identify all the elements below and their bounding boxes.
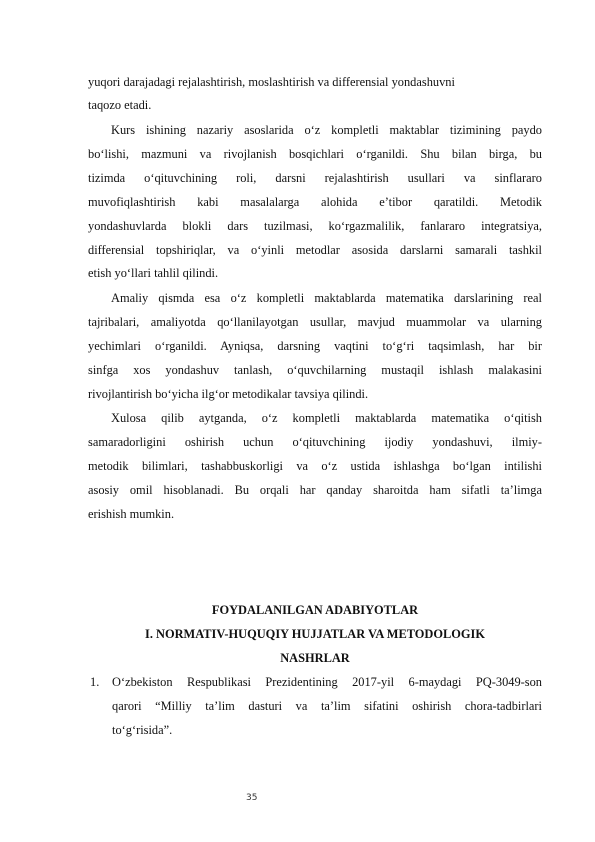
body-line: bo‘lishi, mazmuni va rivojlanish bosqichlari o‘rganildi. Shu bilan birga, bu — [88, 147, 542, 161]
body-line: sinfga xos yondashuv tanlash, o‘quvchilarning mustaqil ishlash malakasini — [88, 363, 542, 377]
body-line: yondashuvlarda blokli dars tuzilmasi, ko‘rgazmalilik, fanlararo integratsiya, — [88, 219, 542, 233]
body-line: differensial topshiriqlar, va o‘yinli metodlar asosida darslarni samarali tashkil — [88, 243, 542, 257]
body-line: tajribalari, amaliyotda qo‘llanilayotgan usullar, mavjud muammolar va ularning — [88, 315, 542, 329]
body-line: rivojlantirish bo‘yicha ilg‘or metodikalar tavsiya qilindi. — [88, 387, 369, 401]
reference-line: to‘g‘risida”. — [112, 723, 173, 737]
page-number: 35 — [246, 793, 258, 803]
reference-number: 1. — [90, 675, 100, 689]
body-line: taqozo etadi. — [88, 98, 152, 112]
body-line: yuqori darajadagi rejalashtirish, moslashtirish va differensial yondashuvni — [88, 75, 455, 89]
reference-line: O‘zbekiston Respublikasi Prezidentining 2017-yil 6-maydagi PQ-3049-son — [112, 675, 542, 689]
body-line: Amaliy qismda esa o‘z kompletli maktablarda matematika darslarining real — [111, 291, 542, 305]
body-line: tizimda o‘qituvchining roli, darsni rejalashtirish usullari va sinflararo — [88, 171, 542, 185]
references-subheading: I. NORMATIV-HUQUQIY HUJJATLAR VA METODOLOGIK — [145, 627, 485, 641]
body-line: Xulosa qilib aytganda, o‘z kompletli maktablarda matematika o‘qitish — [111, 411, 542, 425]
body-line: yechimlari o‘rganildi. Ayniqsa, darsning vaqtini to‘g‘ri taqsimlash, har bir — [88, 339, 542, 353]
body-line: asosiy omil hisoblanadi. Bu orqali har qanday sharoitda ham sifatli ta’limga — [88, 483, 542, 497]
body-line: samaradorligini oshirish uchun o‘qituvchining ijodiy yondashuvi, ilmiy- — [88, 435, 542, 449]
body-line: metodik bilimlari, tashabbuskorligi va o‘z ustida ishlashga bo‘lgan intilishi — [88, 459, 542, 473]
body-line: muvofiqlashtirish kabi masalalarga alohida e’tibor qaratildi. Metodik — [88, 195, 542, 209]
body-line: Kurs ishining nazariy asoslarida o‘z kompletli maktablar tizimining paydo — [111, 123, 542, 137]
references-heading: FOYDALANILGAN ADABIYOTLAR — [211, 603, 419, 617]
references-subheading-cont: NASHRLAR — [280, 651, 350, 665]
body-line: etish yo‘llari tahlil qilindi. — [88, 266, 219, 280]
reference-line: qarori “Milliy ta’lim dasturi va ta’lim sifatini oshirish chora-tadbirlari — [112, 699, 542, 713]
body-line: erishish mumkin. — [88, 507, 175, 521]
